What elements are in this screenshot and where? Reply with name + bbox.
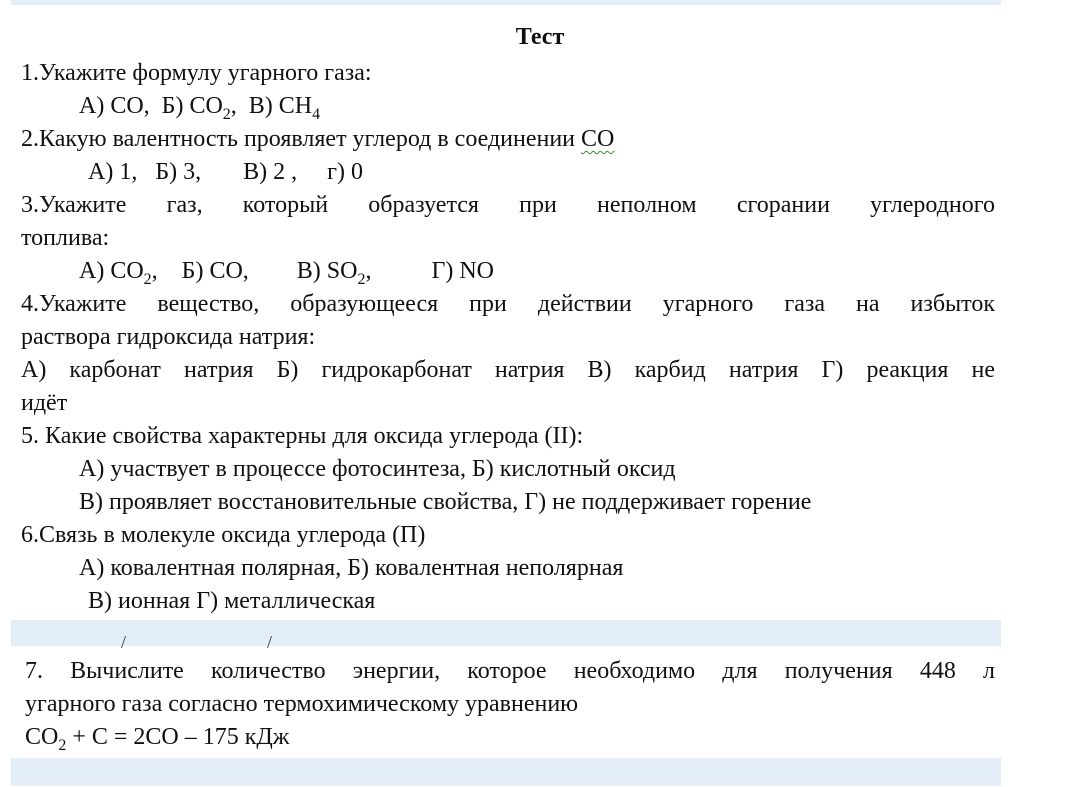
- question-3-line-2: топлива:: [21, 225, 110, 251]
- page-band-bottom: [11, 758, 1001, 786]
- q2-option-c: В) 2 ,: [243, 159, 298, 185]
- q1-option-b: Б) $СО_2$,: [161, 93, 237, 123]
- cutoff-mark: /: [267, 632, 273, 652]
- question-2: 2.Какую валентность проявляет углерод в соединении СО: [21, 126, 615, 152]
- thermochemical-equation: $CO_2 + C = 2CO - 175$ кДж: [25, 724, 290, 754]
- q3-option-b: Б) СО,: [181, 258, 249, 284]
- q3-option-a: А) $СО_2$,: [79, 258, 158, 288]
- question-6-options-line-2: В) ионная Г) металлическая: [88, 588, 376, 614]
- q2-option-d: г) 0: [327, 159, 363, 185]
- question-5: 5. Какие свойства характерны для оксида углерода (II):: [21, 423, 584, 449]
- question-5-options-line-2: В) проявляет восстановительные свойства, Г) не поддерживает горение: [79, 489, 812, 515]
- page-band-middle: [11, 620, 1001, 646]
- question-6-options-line-1: А) ковалентная полярная, Б) ковалентная неполярная: [79, 555, 624, 581]
- q2-option-b: Б) 3,: [155, 159, 202, 185]
- question-3-line-1: 3.Укажите газ, который образуется при неполном сгорании углеродного: [21, 192, 995, 218]
- question-4-line-1: 4.Укажите вещество, образующееся при действии угарного газа на избыток: [21, 291, 995, 317]
- q1-option-a: А) СО,: [79, 93, 150, 119]
- question-3-options: [79, 256, 494, 286]
- q3-option-c: В) $SO_2$,: [296, 258, 372, 288]
- formula-co: СО: [581, 126, 615, 152]
- question-4-options-line-1: А) карбонат натрия Б) гидрокарбонат натрия В) карбид натрия Г) реакция не: [21, 357, 995, 383]
- q3-option-d: Г) NO: [431, 258, 495, 284]
- q1-option-c: В) $СН_4$: [248, 93, 321, 123]
- q2-option-a: А) 1,: [88, 159, 138, 185]
- cutoff-mark: /: [121, 632, 127, 652]
- question-1: 1.Укажите формулу угарного газа:: [21, 60, 372, 86]
- test-title: Тест: [515, 24, 565, 50]
- question-4-options-line-2: идёт: [21, 390, 68, 416]
- question-5-options-line-1: А) участвует в процессе фотосинтеза, Б) кислотный оксид: [79, 456, 676, 482]
- question-1-options: [79, 91, 320, 121]
- question-7-line-2: угарного газа согласно термохимическому уравнению: [25, 691, 579, 717]
- question-2-options: [88, 157, 363, 187]
- question-7-line-1: 7. Вычислите количество энергии, которое необходимо для получения 448 л: [25, 658, 995, 684]
- question-6: 6.Связь в молекуле оксида углерода (П): [21, 522, 426, 548]
- question-4-line-2: раствора гидроксида натрия:: [21, 324, 316, 350]
